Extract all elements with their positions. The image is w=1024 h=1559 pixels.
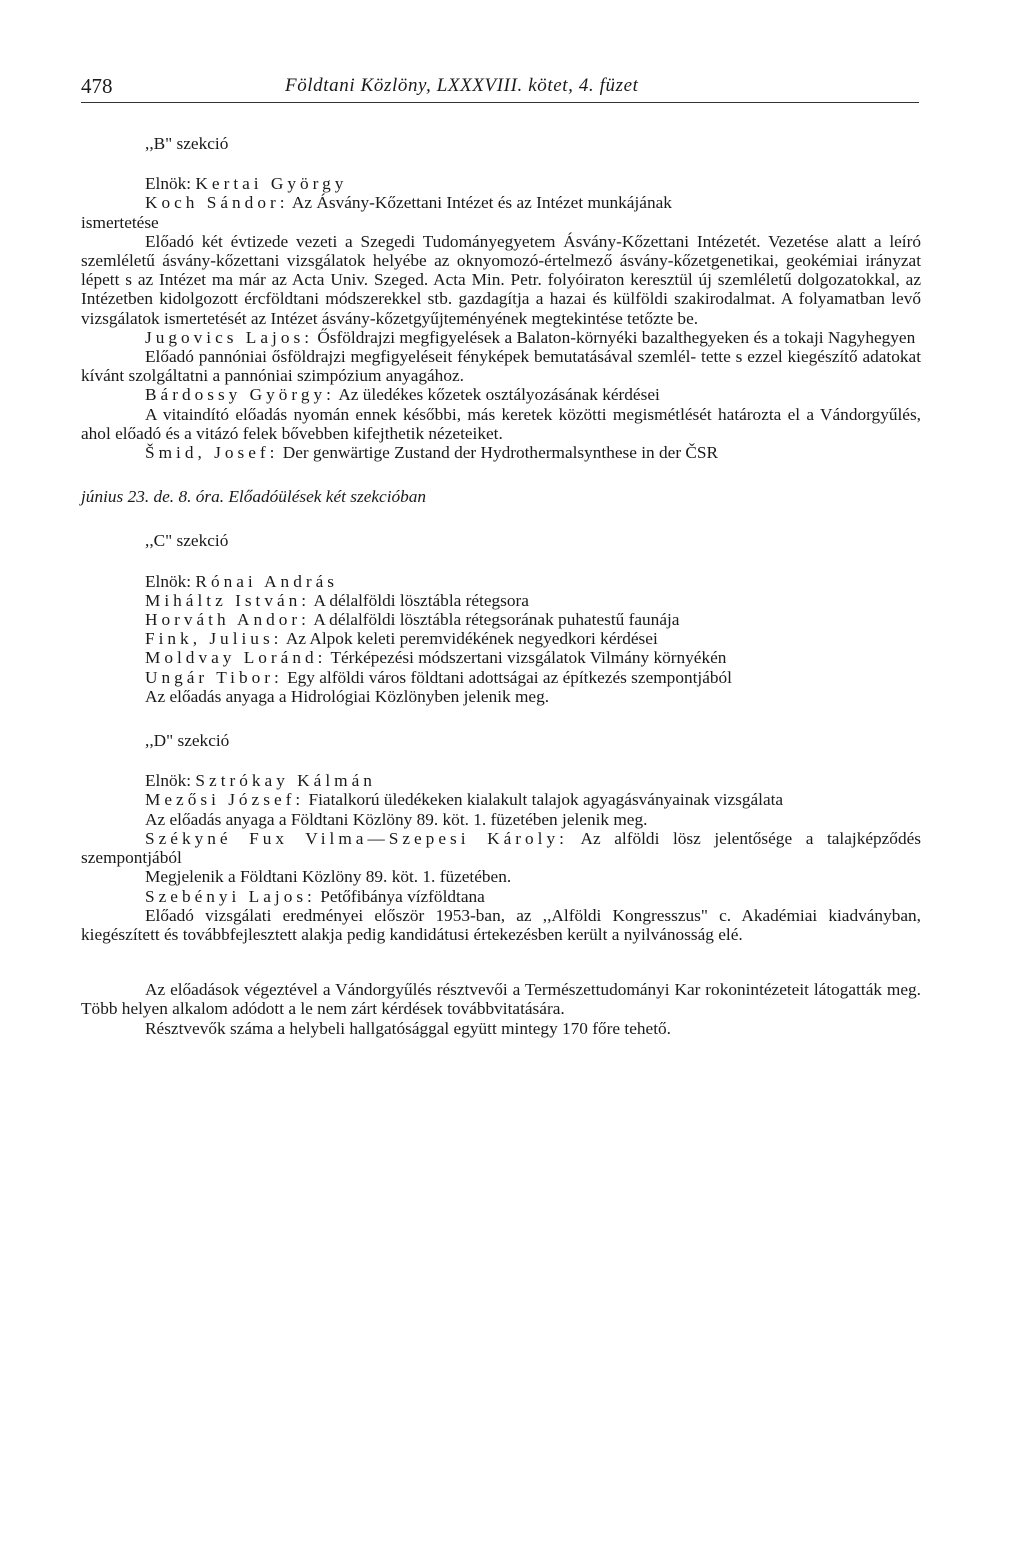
chair-label: Elnök: — [145, 771, 192, 791]
talk-title: A délalföldi lösztábla rétegsora — [313, 590, 529, 610]
talk-title: Petőfibánya vízföldtana — [320, 886, 485, 906]
talk-title: Térképezési módszertani vizsgálatok Vilmány környékén — [330, 648, 727, 668]
abstract-koch: Előadó két évtizede vezeti a Szegedi Tudományegyetem Ásvány-Kőzettani Intézetét. Vezetése alatt a leíró szemléletű ásvány-kőzettani vizsgálatok helyébe az oknyomozó-értelmező ásvány-kőzetgenetikai, geokémiai irányzat lépett s az Intézet ma már az Acta Univ. Szeged. Acta Min. Petr. folyóiraton keresztül új szemléletű dolgozatokkal, az Intézetben kidolgozott ércföldtani módszerekkel stb. gazdagítja a hazai és külföldi szakirodalmat. A folyamatban levő vizsgálatok ismertetését az Intézet ásvány-kőzetgyűjteményének megtekintése tetőzte be. — [81, 231, 921, 328]
talk-title: Fiatalkorú üledékeken kialakult talajok agyagásványainak vizsgálata — [308, 790, 784, 810]
closing-paragraph-1: Az előadások végeztével a Vándorgyűlés résztvevői a Természettudományi Kar rokonintézeteit látogatták meg. Több helyen alkalom adódott a le nem zárt kérdések továbbvitatására. — [81, 980, 921, 1019]
talk-title: Az üledékes kőzetek osztályozásának kérdései — [338, 385, 660, 405]
chair-line-d — [81, 771, 921, 790]
speaker-name: Miháltz István: — [145, 590, 311, 610]
speaker-name: Bárdossy György: — [145, 385, 335, 405]
section-heading-c: ,,C" szekció — [145, 531, 229, 551]
talk-title: Az alföldi lösz jelentősége a talajképződés szempontjából — [81, 828, 921, 868]
talk-title: Ősföldrajzi megfigyelések a Balaton-környéki bazalthegyeken és a tokaji Nagyhegyen — [317, 327, 916, 347]
talk-title-smid — [81, 443, 921, 462]
running-title: Földtani Közlöny, LXXXVIII. kötet, 4. füzet — [285, 75, 639, 96]
abstract-bardossy: A vitaindító előadás nyomán ennek későbbi, más keretek közötti megismétlését határozta el a Vándorgyűlés, ahol előadó és a vitázó felek bővebben kifejthetik nézeteiket. — [81, 404, 921, 443]
note-mezosi: Az előadás anyaga a Földtani Közlöny 89. köt. 1. füzetében jelenik meg. — [145, 809, 648, 829]
section-heading-b: ,,B" szekció — [145, 134, 229, 153]
talk-title-koch-cont: ismertetése — [81, 212, 159, 232]
talk-title-szebenyi — [81, 887, 921, 906]
chair-line-b — [81, 174, 921, 193]
speaker-name: Székyné Fux Vilma—Szepesi Károly: — [145, 828, 568, 848]
talk-title-horvath — [81, 610, 921, 629]
speaker-name: Šmid, Josef: — [145, 443, 279, 463]
talk-title: A délalföldi lösztábla rétegsorának puhatestű faunája — [313, 610, 680, 630]
abstract-jugovics: Előadó pannóniai ősföldrajzi megfigyeléseit fényképek bemutatásával szemlél- tette s ezzel kiegészítő adatokat kívánt szolgáltatni a pannóniai szimpózium anyagához. — [81, 347, 921, 386]
closing-paragraph-2: Résztvevők száma a helybeli hallgatósággal együtt mintegy 170 főre tehető. — [145, 1018, 671, 1038]
note-szekyne: Megjelenik a Földtani Közlöny 89. köt. 1. füzetében. — [145, 867, 512, 887]
talk-title: Az Alpok keleti peremvidékének negyedkori kérdései — [285, 629, 658, 649]
speaker-name: Horváth Andor: — [145, 610, 310, 630]
talk-title-bardossy — [81, 385, 921, 404]
spacer — [81, 506, 921, 531]
speaker-name: Szebényi Lajos: — [145, 886, 316, 906]
talk-title-szekyne — [81, 829, 921, 867]
talk-title-fink — [81, 629, 921, 648]
talk-title: Az Ásvány-Kőzettani Intézet és az Intézet munkájának — [291, 193, 672, 213]
talk-title-moldvay — [81, 648, 921, 667]
chair-label: Elnök: — [145, 571, 192, 591]
talk-title-mihaltz — [81, 591, 921, 610]
talk-title: Der genwärtige Zustand der Hydrothermalsynthese in der ČSR — [282, 443, 719, 463]
speaker-name: Fink, Julius: — [145, 629, 283, 649]
chair-name: Rónai András — [195, 571, 338, 591]
chair-name: Sztrókay Kálmán — [195, 771, 376, 791]
abstract-szebenyi: Előadó vizsgálati eredményei először 1953-ban, az ,,Alföldi Kongresszus" c. Akadémiai kiadványban, kiegészített és továbbfejlesztett alakja pedig kandidátusi értekezésben került a nyilvánosság elé. — [81, 905, 921, 944]
talk-title-ungar — [81, 668, 921, 687]
page-number: 478 — [81, 74, 113, 98]
speaker-name: Moldvay Loránd: — [145, 648, 327, 668]
talk-title-koch — [81, 193, 921, 212]
talk-title-mezosi — [81, 790, 921, 809]
speaker-name: Ungár Tibor: — [145, 667, 283, 687]
chair-name: Kertai György — [195, 174, 348, 194]
spacer — [81, 706, 921, 731]
chair-label: Elnök: — [145, 174, 192, 194]
chair-line-c — [81, 572, 921, 591]
note-ungar: Az előadás anyaga a Hidrológiai Közlönyben jelenik meg. — [145, 686, 550, 706]
speaker-name: Jugovics Lajos: — [145, 327, 313, 347]
page-body — [81, 134, 921, 1038]
talk-title-jugovics — [81, 328, 921, 347]
spacer — [81, 462, 921, 487]
talk-title: Egy alföldi város földtani adottságai az építkezés szempontjából — [287, 667, 732, 687]
speaker-name: Mezősi József: — [145, 790, 305, 810]
speaker-name: Koch Sándor: — [145, 193, 289, 213]
spacer — [81, 944, 921, 980]
section-heading-d: ,,D" szekció — [145, 731, 230, 751]
page-header — [81, 74, 919, 103]
session-line: június 23. de. 8. óra. Előadóülések két szekcióban — [81, 487, 427, 507]
